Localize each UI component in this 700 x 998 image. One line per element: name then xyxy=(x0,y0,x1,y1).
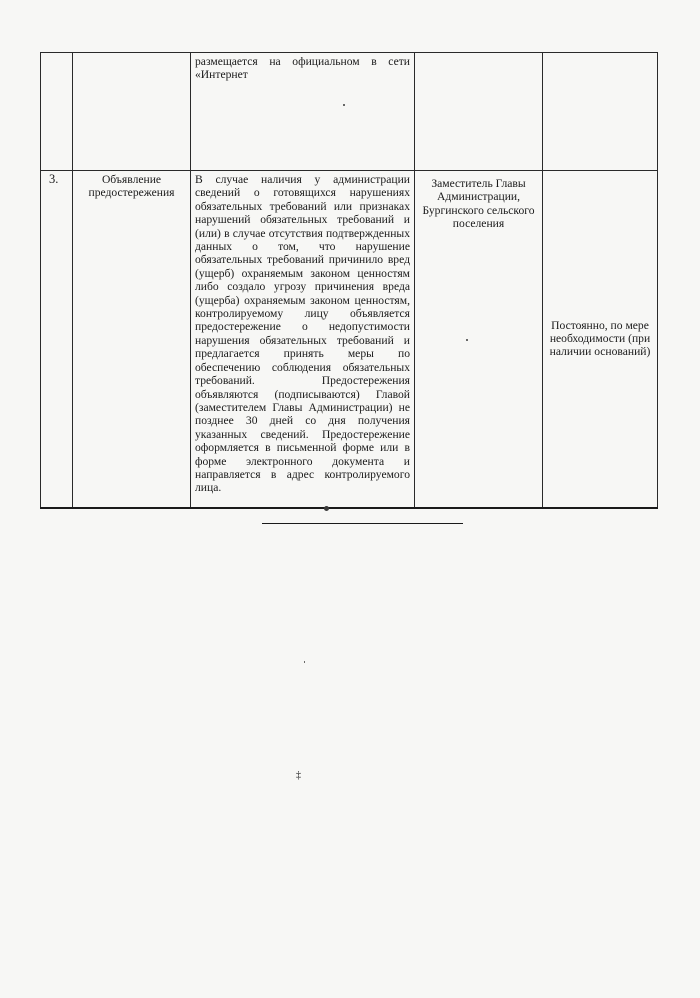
scan-speck xyxy=(343,104,345,106)
activities-table xyxy=(40,52,658,509)
responsible-cell xyxy=(415,53,543,171)
scan-speck xyxy=(304,661,305,663)
table-row xyxy=(41,53,658,171)
scan-speck xyxy=(466,339,468,341)
scan-mark: ‡ xyxy=(296,770,301,781)
responsible-cell: Заместитель Главы Администрации, Бургинского сельского поселения xyxy=(415,171,543,508)
term-cell: Постоянно, по мере необходимости (при наличии оснований) xyxy=(543,171,658,508)
row-number-cell: 3. xyxy=(41,171,73,508)
table-row xyxy=(41,171,658,508)
measure-name-cell: Объявление предостережения xyxy=(73,171,191,508)
measure-description-cell: размещается на официальном в сети «Интернет xyxy=(191,53,415,171)
closing-rule xyxy=(262,523,463,524)
measure-description-cell: В случае наличия у администрации сведений о готовящихся нарушениях обязательных требований или признаках нарушений обязательных требований и (или) в случае отсутствия подтвержденных данных о том, что нарушение обязательных требований причинило вред (ущерб) охраняемым законом ценностям либо создало угрозу причинения вреда (ущерба) охраняемым законом ценностям, контролируемому лицу объявляется предостережение о недопустимости нарушения обязательных требований и предлагается принять меры по обеспечению соблюдения обязательных требований. Предостережения объявляются (подписываются) Главой (заместителем Главы Администрации) не позднее 30 дней со дня получения указанных сведений. Предостережение оформляется в письменной форме или в форме электронного документа и направляется в адрес контролируемого лица. xyxy=(191,171,415,508)
row-number-cell xyxy=(41,53,73,171)
term-cell xyxy=(543,53,658,171)
scan-speck xyxy=(324,506,329,511)
measure-name-cell xyxy=(73,53,191,171)
